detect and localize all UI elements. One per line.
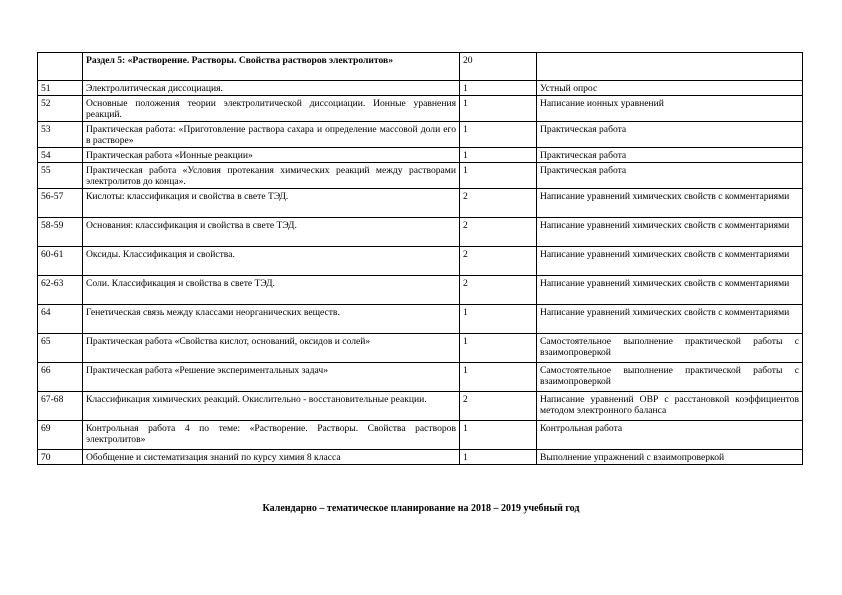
cell-number: 54 <box>38 148 83 163</box>
cell-control-form: Самостоятельное выполнение практической работы с взаимопроверкой <box>537 363 803 392</box>
cell-control-form: Написание ионных уравнений <box>537 96 803 122</box>
cell-number: 56-57 <box>38 189 83 218</box>
cell-topic: Практическая работа «Решение экспериментальных задач» <box>83 363 460 392</box>
lesson-plan-body <box>38 53 803 465</box>
table-row <box>38 334 803 363</box>
cell-number: 70 <box>38 450 83 465</box>
cell-topic: Обобщение и систематизация знаний по курсу химия 8 класса <box>83 450 460 465</box>
cell-hours: 2 <box>460 247 537 276</box>
table-row <box>38 392 803 421</box>
table-row <box>38 247 803 276</box>
cell-control-form: Контрольная работа <box>537 421 803 450</box>
cell-hours: 1 <box>460 81 537 96</box>
section-row <box>38 53 803 81</box>
cell-number: 62-63 <box>38 276 83 305</box>
cell-hours: 1 <box>460 148 537 163</box>
cell-topic: Соли. Классификация и свойства в свете ТЭД. <box>83 276 460 305</box>
cell-topic: Кислоты: классификация и свойства в свете ТЭД. <box>83 189 460 218</box>
cell-topic: Оксиды. Классификация и свойства. <box>83 247 460 276</box>
table-row <box>38 96 803 122</box>
cell-topic: Практическая работа «Ионные реакции» <box>83 148 460 163</box>
cell-hours: 1 <box>460 122 537 148</box>
cell-control-form: Написание уравнений химических свойств с комментариями <box>537 247 803 276</box>
cell-control-form: Написание уравнений химических свойств с комментариями <box>537 189 803 218</box>
cell-number: 65 <box>38 334 83 363</box>
cell-control-form: Практическая работа <box>537 163 803 189</box>
cell-topic: Основания: классификация и свойства в свете ТЭД. <box>83 218 460 247</box>
cell-topic: Практическая работа: «Приготовление раствора сахара и определение массовой доли его в растворе» <box>83 122 460 148</box>
cell-topic: Практическая работа «Свойства кислот, оснований, оксидов и солей» <box>83 334 460 363</box>
table-row <box>38 148 803 163</box>
cell-control-form: Написание уравнений ОВР с расстановкой коэффициентов методом электронного баланса <box>537 392 803 421</box>
cell-hours: 2 <box>460 392 537 421</box>
page-caption: Календарно – тематическое планирование на 2018 – 2019 учебный год <box>262 503 580 514</box>
cell-hours: 1 <box>460 363 537 392</box>
cell-hours: 1 <box>460 450 537 465</box>
cell-control-form: Выполнение упражнений с взаимопроверкой <box>537 450 803 465</box>
cell-number: 64 <box>38 305 83 334</box>
cell-number: 55 <box>38 163 83 189</box>
cell-control-form <box>537 53 803 81</box>
cell-number: 51 <box>38 81 83 96</box>
table-row <box>38 363 803 392</box>
table-row <box>38 450 803 465</box>
cell-number <box>38 53 83 81</box>
cell-topic: Основные положения теории электролитической диссоциации. Ионные уравнения реакций. <box>83 96 460 122</box>
cell-topic: Контрольная работа 4 по теме: «Растворение. Растворы. Свойства растворов электролитов» <box>83 421 460 450</box>
table-row <box>38 276 803 305</box>
cell-topic: Генетическая связь между классами неорганических веществ. <box>83 305 460 334</box>
cell-number: 53 <box>38 122 83 148</box>
cell-control-form: Практическая работа <box>537 148 803 163</box>
cell-hours: 1 <box>460 334 537 363</box>
cell-control-form: Самостоятельное выполнение практической работы с взаимопроверкой <box>537 334 803 363</box>
cell-topic: Раздел 5: «Растворение. Растворы. Свойства растворов электролитов» <box>83 53 460 81</box>
cell-topic: Практическая работа «Условия протекания химических реакций между растворами электролитов до конца». <box>83 163 460 189</box>
cell-control-form: Практическая работа <box>537 122 803 148</box>
cell-hours: 2 <box>460 189 537 218</box>
cell-number: 66 <box>38 363 83 392</box>
cell-hours: 2 <box>460 276 537 305</box>
cell-number: 52 <box>38 96 83 122</box>
cell-number: 58-59 <box>38 218 83 247</box>
cell-number: 69 <box>38 421 83 450</box>
cell-hours: 1 <box>460 305 537 334</box>
table-row <box>38 189 803 218</box>
cell-number: 67-68 <box>38 392 83 421</box>
cell-number: 60-61 <box>38 247 83 276</box>
cell-control-form: Написание уравнений химических свойств с комментариями <box>537 305 803 334</box>
cell-topic: Классификация химических реакций. Окислительно - восстановительные реакции. <box>83 392 460 421</box>
cell-topic: Электролитическая диссоциация. <box>83 81 460 96</box>
table-row <box>38 305 803 334</box>
table-row <box>38 122 803 148</box>
cell-control-form: Устный опрос <box>537 81 803 96</box>
table-row <box>38 421 803 450</box>
cell-hours: 20 <box>460 53 537 81</box>
cell-hours: 2 <box>460 218 537 247</box>
cell-hours: 1 <box>460 96 537 122</box>
table-row <box>38 218 803 247</box>
cell-hours: 1 <box>460 421 537 450</box>
cell-hours: 1 <box>460 163 537 189</box>
lesson-plan-table <box>37 52 803 465</box>
table-row <box>38 81 803 96</box>
cell-control-form: Написание уравнений химических свойств с комментариями <box>537 218 803 247</box>
table-row <box>38 163 803 189</box>
cell-control-form: Написание уравнений химических свойств с комментариями <box>537 276 803 305</box>
